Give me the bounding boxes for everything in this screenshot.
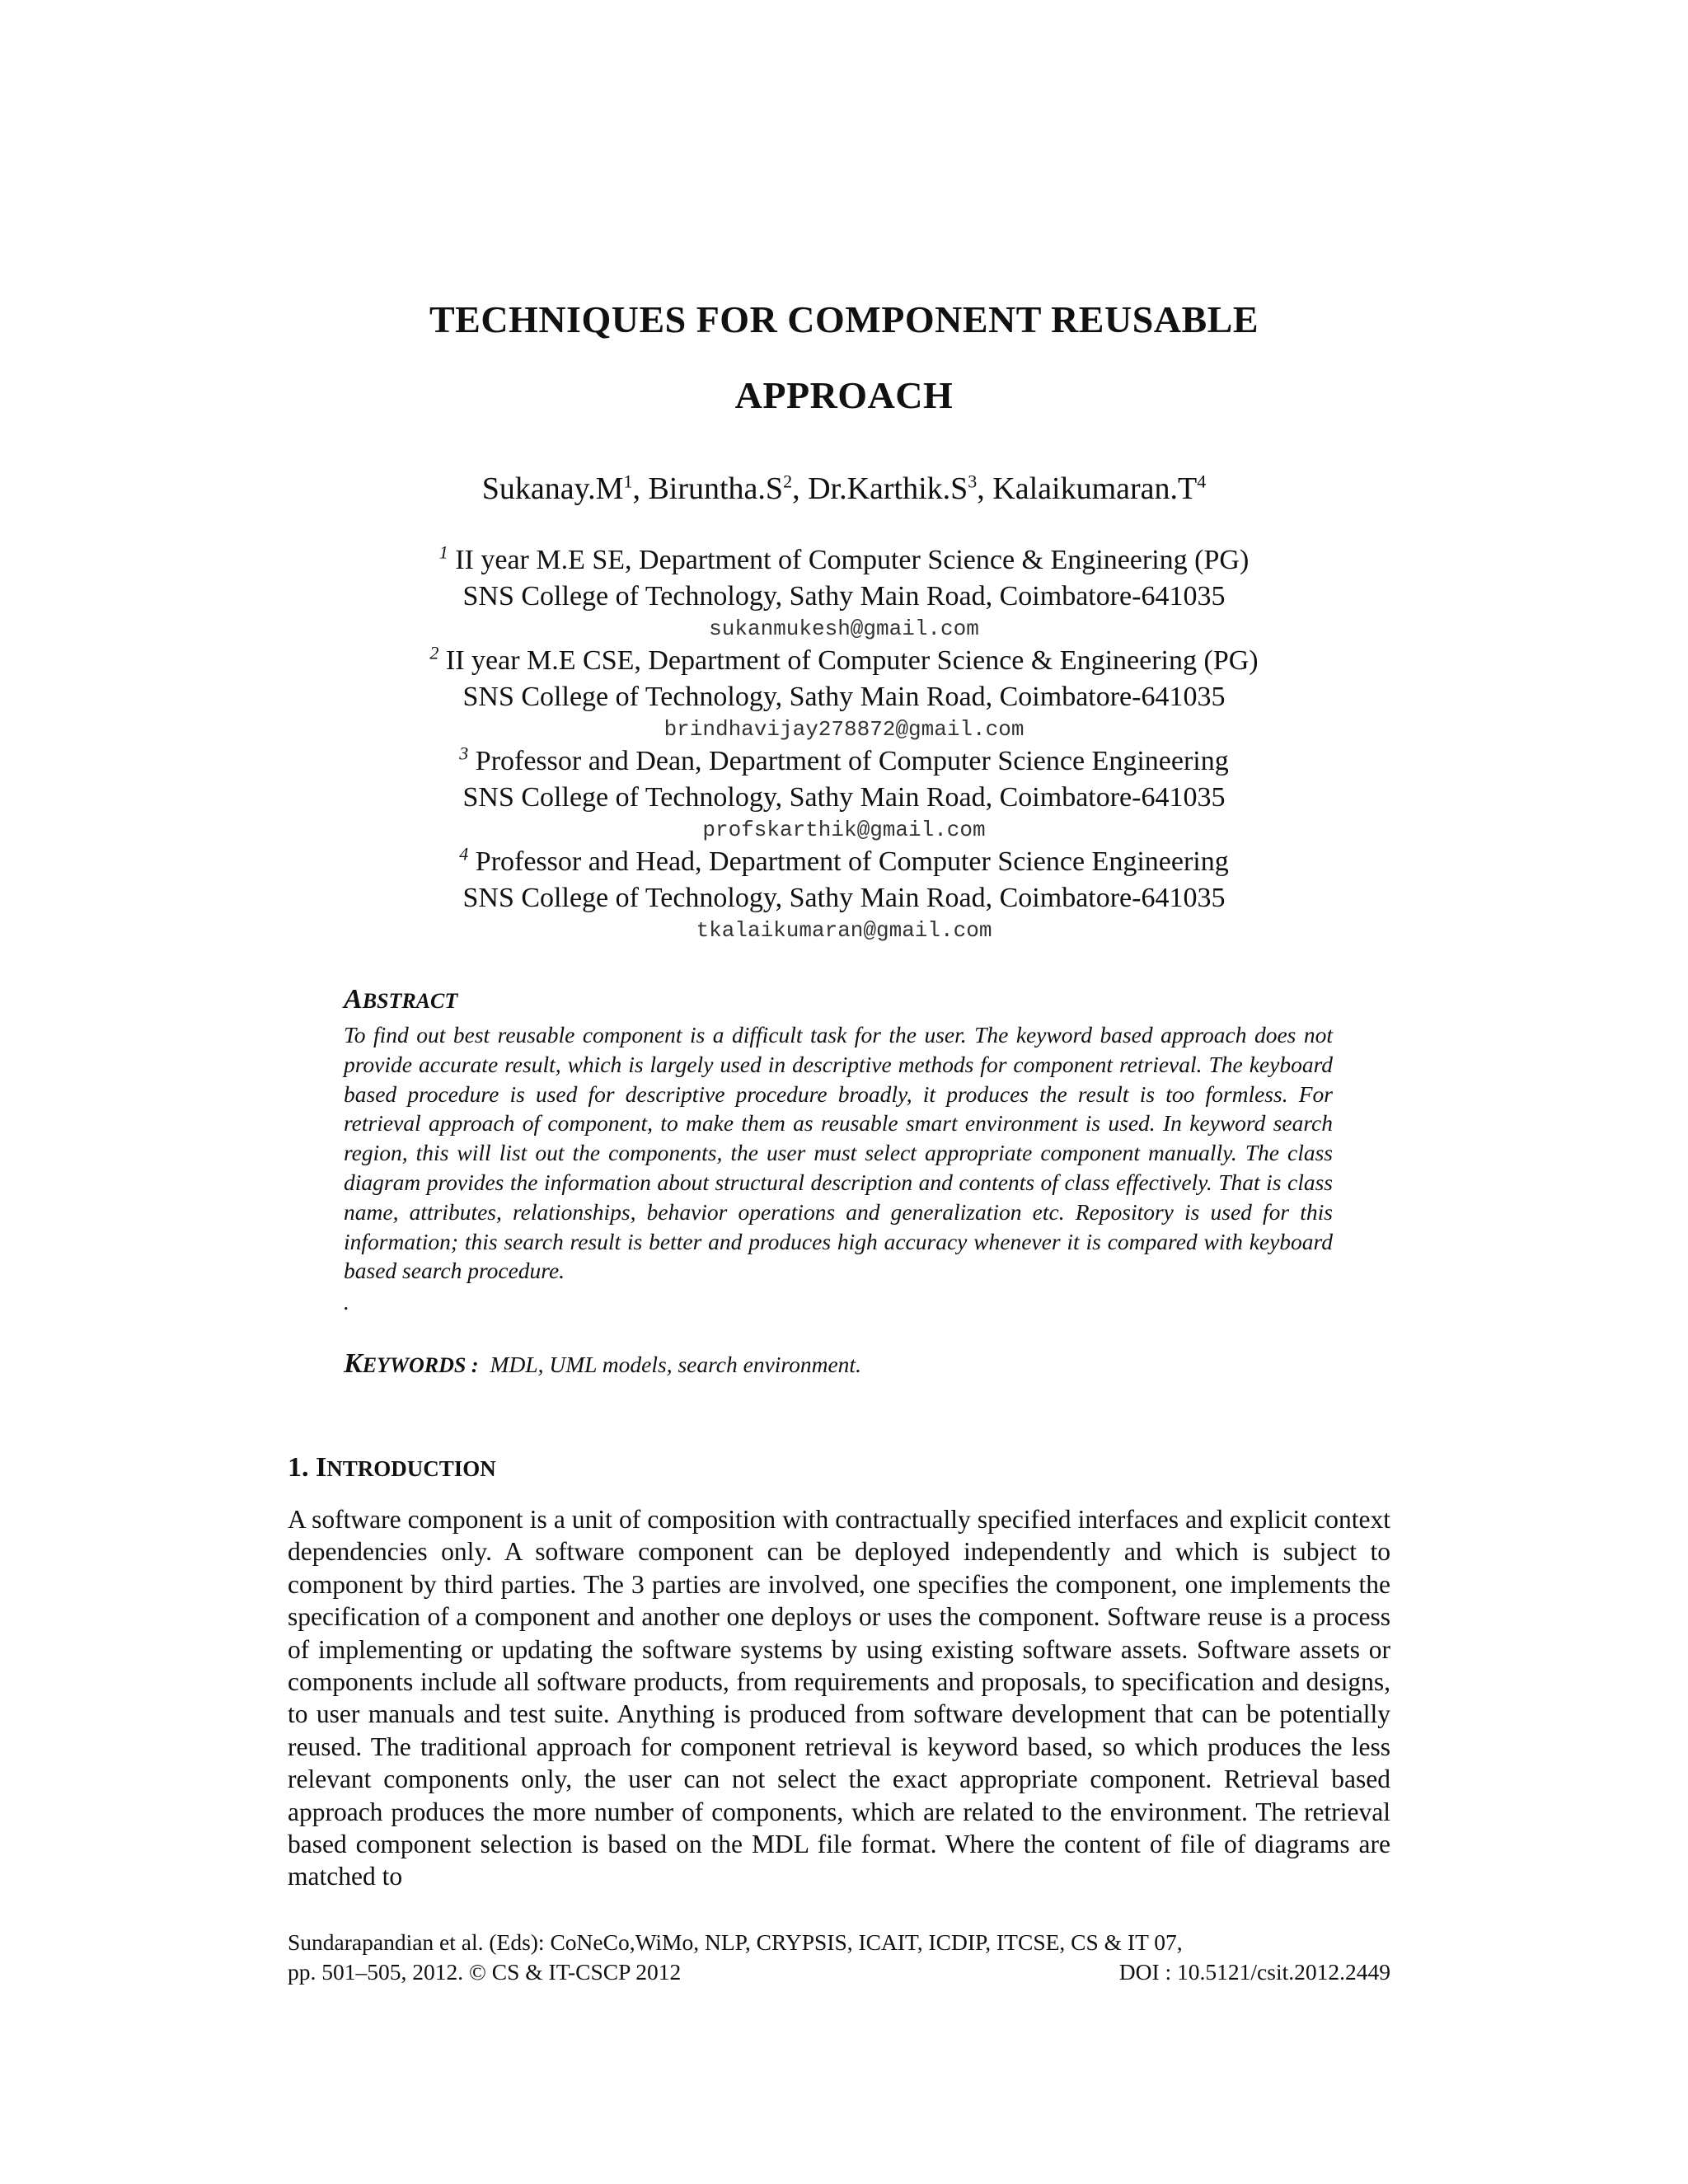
affiliation-dept: II year M.E CSE, Department of Computer Science & Engineering (PG) [445,645,1259,676]
author-email: sukanmukesh@gmail.com [709,616,979,641]
title-line-1: TECHNIQUES FOR COMPONENT REUSABLE [429,298,1259,340]
author-sup: 4 [1197,471,1207,492]
author-list: $Sukanay.M^1$, $Biruntha.S^2$, $Dr.Karthik.S^3$, $Kalaikumaran.T^4$ [481,471,1207,506]
affiliation-4: $^4$ Professor and Head, Department of Computer Science Engineering SNS College of Technology, Sathy Main Road, Coimbatore-641035 tkalaikumaran@gmail.com [0,844,1688,944]
keywords-line [344,1348,1333,1380]
abstract-trailing-dot: . [344,1289,349,1315]
author-name: Kalaikumaran.T [992,471,1198,506]
footer-citation: Sundarapandian et al. (Eds): CoNeCo,WiMo, NLP, CRYPSIS, ICAIT, ICDIP, ITCSE, CS & IT 07, [288,1929,1183,1955]
affiliation-dept: Professor and Dean, Department of Computer Science Engineering [475,746,1229,776]
abstract-paragraph: To find out best reusable component is a difficult task for the user. The keyword based approach does not provide accurate result, which is largely used in descriptive methods for component retrieval. The keyboard based procedure is used for descriptive procedure broadly, it produces the result is too formless. For retrieval approach of component, to make them as reusable smart environment is used. In keyword search region, this will list out the components, the user must select appropriate component manually. The class diagram provides the information about structural description and contents of class effectively. That is class name, attributes, relationships, behavior operations and generalization etc. Repository is used for this information; this search result is better and produces high accuracy whenever it is compared with keyboard based search procedure. [344,1022,1333,1284]
author-sup: 3 [968,471,978,492]
keywords-text: MDL, UML models, search environment. [490,1352,861,1377]
section-heading-introduction: 1. INTRODUCTION [288,1452,496,1483]
author-sup: 2 [783,471,793,492]
affiliation-college: SNS College of Technology, Sathy Main Road, Coimbatore-641035 [462,883,1226,913]
affiliation-1: $^1$ II year M.E SE, Department of Computer Science & Engineering (PG) SNS College of Technology, Sathy Main Road, Coimbatore-641035 sukanmukesh@gmail.com [0,542,1688,643]
introduction-paragraph: A software component is a unit of composition with contractually specified interfaces and explicit context dependencies only. A software component can be deployed independently and which is subject to component by third parties. The 3 parties are involved, one specifies the component, one implements the specification of a component and another one deploys or uses the component. Software reuse is a process of implementing or updating the software systems by using existing software assets. Software assets or components include all software products, from requirements and proposals, to specification and designs, to user manuals and test suite. Anything is produced from software development that can be potentially reused. The traditional approach for component retrieval is keyword based, so which produces the less relevant components only, the user can not select the exact appropriate component. Retrieval based approach produces the more number of components, which are related to the environment. The retrieval based component selection is based on the MDL file format. Where the content of file of diagrams are matched to [288,1505,1390,1891]
affiliation-college: SNS College of Technology, Sathy Main Road, Coimbatore-641035 [462,581,1226,612]
title-line-2: APPROACH [734,374,954,416]
author-sup: 1 [623,471,633,492]
affiliation-dept: Professor and Head, Department of Computer Science Engineering [475,846,1229,877]
affiliation-college: SNS College of Technology, Sathy Main Road, Coimbatore-641035 [462,782,1226,813]
author-email: brindhavijay278872@gmail.com [663,717,1025,742]
abstract-text [344,1020,1333,1317]
affiliation-college: SNS College of Technology, Sathy Main Road, Coimbatore-641035 [462,682,1226,712]
author-email: profskarthik@gmail.com [702,818,986,842]
author-email: tkalaikumaran@gmail.com [696,918,992,943]
author-name: Dr.Karthik.S [808,471,968,506]
paper-title [0,282,1688,434]
keywords-label: KEYWORDS : [344,1348,479,1379]
author-name: Biruntha.S [648,471,784,506]
affiliation-dept: II year M.E SE, Department of Computer Science & Engineering (PG) [455,545,1250,575]
footer-doi: DOI : 10.5121/csit.2012.2449 [1118,1959,1390,1985]
affiliation-2: $^2$ II year M.E CSE, Department of Computer Science & Engineering (PG) SNS College of Technology, Sathy Main Road, Coimbatore-641035 brindhavijay278872@gmail.com [0,643,1688,743]
page-footer [288,1928,1390,1987]
author-name: Sukanay.M [481,471,624,506]
affiliation-3: $^3$ Professor and Dean, Department of Computer Science Engineering SNS College of Technology, Sathy Main Road, Coimbatore-641035 profskarthik@gmail.com [0,743,1688,844]
abstract-heading: ABSTRACT [344,984,458,1015]
footer-pages-copyright: pp. 501–505, 2012. © CS & IT-CSCP 2012 [288,1959,682,1985]
